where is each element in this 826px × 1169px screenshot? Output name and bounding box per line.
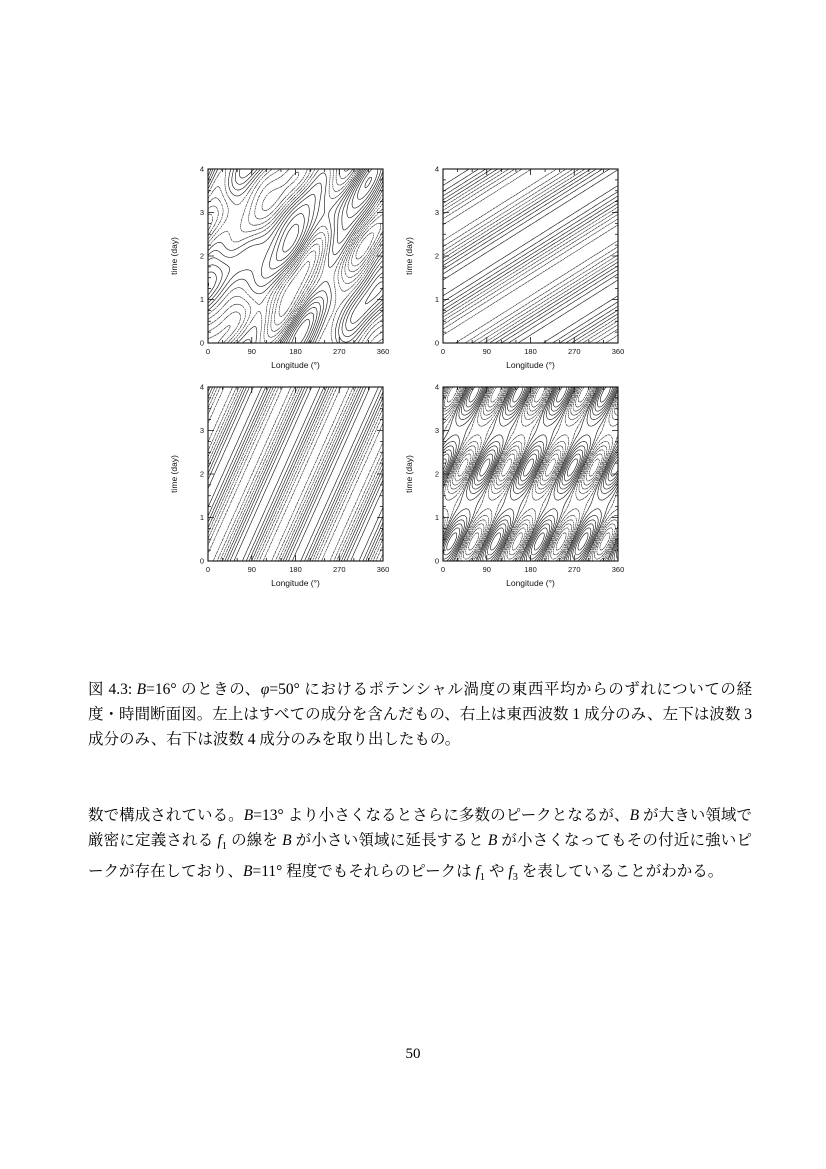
y-tick-label: 3	[434, 426, 439, 436]
contour-plot-bottom-right	[398, 382, 632, 592]
x-tick-label: 0	[440, 347, 446, 356]
x-tick-label: 180	[524, 347, 537, 356]
y-axis-title: time (day)	[169, 237, 179, 275]
x-tick-label: 180	[289, 565, 302, 574]
x-tick-label: 90	[482, 347, 491, 356]
x-axis-title: Longitude (°)	[271, 578, 320, 588]
x-axis-title: Longitude (°)	[271, 360, 320, 370]
y-tick-label: 3	[199, 208, 204, 218]
x-tick-label: 0	[205, 347, 211, 356]
contour-panel-bottom-right	[398, 382, 632, 592]
contour-panel-top-left	[163, 164, 397, 374]
x-tick-label: 270	[332, 565, 346, 574]
contour-panel-bottom-left	[163, 382, 397, 592]
x-tick-label: 180	[524, 565, 537, 574]
x-tick-label: 270	[567, 565, 581, 574]
figure-caption: 図 4.3: B=16° のときの、φ=50° におけるポテンシャル渦度の東西平均からのずれについての経度・時間断面図。左上はすべての成分を含んだもの、右上は東西波数 1 成分のみ、左下は波数 3 成分のみ、右下は波数 4 成分のみを取り出したもの。	[88, 680, 752, 748]
contour-plot-top-right	[398, 164, 632, 374]
x-tick-label: 270	[567, 347, 581, 356]
x-axis-title: Longitude (°)	[506, 360, 555, 370]
y-tick-label: 1	[434, 513, 439, 523]
y-tick-label: 0	[434, 556, 439, 566]
y-tick-label: 4	[434, 382, 439, 392]
x-tick-label: 0	[440, 565, 446, 574]
y-tick-label: 0	[434, 338, 439, 348]
x-tick-label: 0	[205, 565, 211, 574]
x-tick-label: 360	[611, 347, 625, 356]
x-tick-label: 360	[376, 565, 390, 574]
body-paragraph: 数で構成されている。B=13° より小さくなるとさらに多数のピークとなるが、B が大きい領域で厳密に定義される $f_1$ の線を B が小さい領域に延長すると B が小さくなってもその付近に強いピークが存在しており、B=11° 程度でもそれらのピークは $f_1$ や $f_3$ を表していることがわかる。	[88, 806, 752, 883]
y-tick-label: 4	[434, 164, 439, 174]
x-tick-label: 360	[376, 347, 390, 356]
page-number: 50	[405, 1046, 421, 1062]
x-tick-label: 90	[482, 565, 491, 574]
y-tick-label: 3	[199, 426, 204, 436]
x-tick-label: 90	[247, 565, 256, 574]
x-tick-label: 360	[611, 565, 625, 574]
y-tick-label: 2	[199, 469, 204, 479]
y-tick-label: 4	[199, 164, 204, 174]
x-axis-title: Longitude (°)	[506, 578, 555, 588]
y-axis-title: time (day)	[169, 455, 179, 493]
y-tick-label: 1	[199, 513, 204, 523]
y-tick-label: 3	[434, 208, 439, 218]
contour-lines-positive	[443, 169, 618, 343]
y-tick-label: 0	[199, 556, 204, 566]
contour-lines-positive	[208, 169, 383, 343]
y-tick-label: 2	[434, 469, 439, 479]
x-tick-label: 90	[247, 347, 256, 356]
y-axis-title: time (day)	[404, 237, 414, 275]
x-tick-label: 270	[332, 347, 346, 356]
contour-plot-top-left	[163, 164, 397, 374]
contour-lines-negative	[208, 387, 383, 561]
y-tick-label: 2	[199, 251, 204, 261]
contour-plot-bottom-left	[163, 382, 397, 592]
y-tick-label: 1	[434, 295, 439, 305]
y-axis-title: time (day)	[404, 455, 414, 493]
y-tick-label: 4	[199, 382, 204, 392]
contour-panel-top-right	[398, 164, 632, 374]
y-tick-label: 0	[199, 338, 204, 348]
x-tick-label: 180	[289, 347, 302, 356]
y-tick-label: 1	[199, 295, 204, 305]
y-tick-label: 2	[434, 251, 439, 261]
